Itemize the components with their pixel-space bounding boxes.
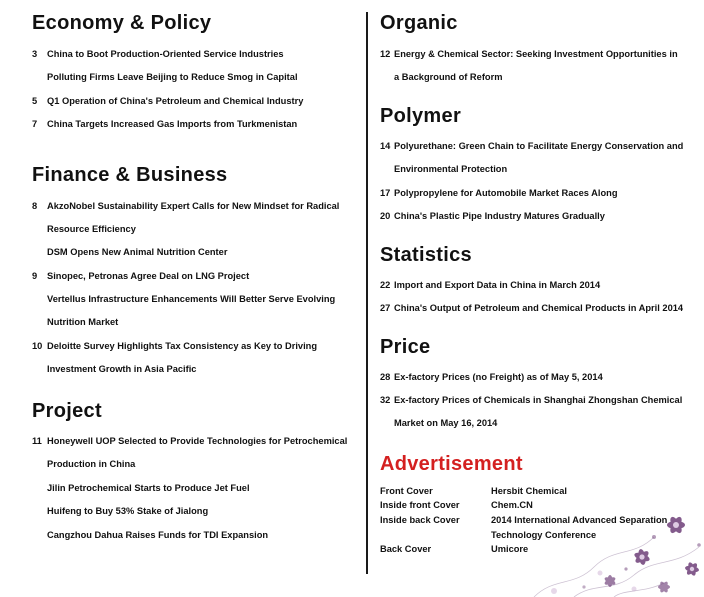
section-title-polymer: Polymer — [380, 105, 462, 127]
entry-title: Ex-factory Prices (no Freight) as of May 5, 2014 — [394, 372, 603, 382]
page-number: 14 — [380, 141, 391, 151]
entry-title: Jilin Petrochemical Starts to Produce Jet Fuel — [47, 483, 250, 493]
entry-title: China to Boot Production-Oriented Service Industries — [47, 49, 284, 59]
entry-title: China's Output of Petroleum and Chemical Products in April 2014 — [394, 303, 684, 313]
entry-title: Polluting Firms Leave Beijing to Reduce Smog in Capital — [47, 72, 298, 82]
ad-advertiser: Chem.CN — [491, 500, 533, 510]
page-number: 12 — [380, 49, 391, 59]
entry-title: China's Plastic Pipe Industry Matures Gradually — [394, 211, 605, 221]
section-title-advertisement: Advertisement — [380, 453, 523, 475]
toc-entry[interactable] — [32, 90, 364, 113]
entry-title: Vertellus Infrastructure Enhancements Will Better Serve Evolving Nutrition Market — [47, 294, 336, 327]
entry-title: Sinopec, Petronas Agree Deal on LNG Project — [47, 271, 250, 281]
page-number: 28 — [380, 372, 391, 382]
floral-decoration-icon — [514, 497, 704, 597]
ad-advertiser: Hersbit Chemical — [491, 486, 567, 496]
page-number: 9 — [32, 271, 38, 281]
toc-entry[interactable] — [380, 205, 690, 228]
entry-title: Q1 Operation of China's Petroleum and Chemical Industry — [47, 96, 304, 106]
toc-entry[interactable] — [380, 366, 690, 389]
entry-title: Cangzhou Dahua Raises Funds for TDI Expansion — [47, 530, 269, 540]
entry-title: Ex-factory Prices of Chemicals in Shanghai Zhongshan Chemical Market on May 16, 2014 — [394, 395, 683, 428]
toc-entry[interactable] — [32, 113, 364, 136]
toc-entry[interactable] — [380, 182, 690, 205]
toc-entry[interactable] — [380, 43, 684, 89]
toc-entry[interactable] — [32, 66, 364, 89]
page-number: 32 — [380, 395, 391, 405]
page-number: 8 — [32, 201, 38, 211]
entry-title: Honeywell UOP Selected to Provide Technologies for Petrochemical Production in China — [47, 436, 348, 469]
ad-placement-label: Inside front Cover — [380, 500, 460, 510]
page-number: 17 — [380, 188, 391, 198]
toc-entry[interactable] — [380, 274, 690, 297]
section-title-project: Project — [32, 400, 102, 422]
toc-entry[interactable] — [32, 430, 350, 476]
ad-placement-label: Back Cover — [380, 544, 432, 554]
toc-entry[interactable] — [32, 477, 364, 500]
page-number: 20 — [380, 211, 391, 221]
entry-title: Energy & Chemical Sector: Seeking Investment Opportunities in a Background of Reform — [394, 49, 678, 82]
page-number: 3 — [32, 49, 38, 59]
entry-title: DSM Opens New Animal Nutrition Center — [47, 247, 228, 257]
toc-entry[interactable] — [380, 135, 686, 181]
ad-advertiser: Umicore — [491, 544, 529, 554]
ad-placement-label: Inside back Cover — [380, 515, 460, 525]
section-title-price: Price — [380, 336, 431, 358]
section-title-finance: Finance & Business — [32, 164, 228, 186]
entry-title: Polyurethane: Green Chain to Facilitate Energy Conservation and Environmental Protection — [394, 141, 684, 174]
page-number: 10 — [32, 341, 43, 351]
column-divider — [366, 12, 368, 574]
toc-entry[interactable] — [380, 389, 690, 435]
section-title-economy: Economy & Policy — [32, 12, 212, 34]
entry-title: AkzoNobel Sustainability Expert Calls for New Mindset for Radical Resource Efficiency — [47, 201, 340, 234]
ad-advertiser: 2014 International Advanced Separation Technology Conference — [491, 515, 668, 540]
page-number: 22 — [380, 280, 391, 290]
ad-placement-label: Front Cover — [380, 486, 433, 496]
toc-entry[interactable] — [380, 297, 690, 320]
entry-title: Import and Export Data in China in March 2014 — [394, 280, 601, 290]
toc-entry[interactable] — [32, 288, 350, 334]
page-number: 7 — [32, 119, 38, 129]
toc-entry[interactable] — [32, 195, 350, 241]
section-title-organic: Organic — [380, 12, 458, 34]
page-number: 11 — [32, 436, 42, 446]
entry-title: China Targets Increased Gas Imports from Turkmenistan — [47, 119, 298, 129]
page-number: 5 — [32, 96, 38, 106]
toc-entry[interactable] — [32, 500, 364, 523]
entry-title: Polypropylene for Automobile Market Races Along — [394, 188, 618, 198]
page-number: 27 — [380, 303, 391, 313]
toc-entry[interactable] — [32, 265, 364, 288]
toc-entry[interactable] — [32, 241, 364, 264]
toc-entry[interactable] — [32, 43, 364, 66]
section-title-statistics: Statistics — [380, 244, 472, 266]
toc-entry[interactable] — [32, 524, 364, 547]
entry-title: Huifeng to Buy 53% Stake of Jialong — [47, 506, 209, 516]
toc-entry[interactable] — [32, 335, 364, 381]
entry-title: Deloitte Survey Highlights Tax Consistency as Key to Driving Investment Growth in Asia Pacific — [47, 341, 318, 374]
